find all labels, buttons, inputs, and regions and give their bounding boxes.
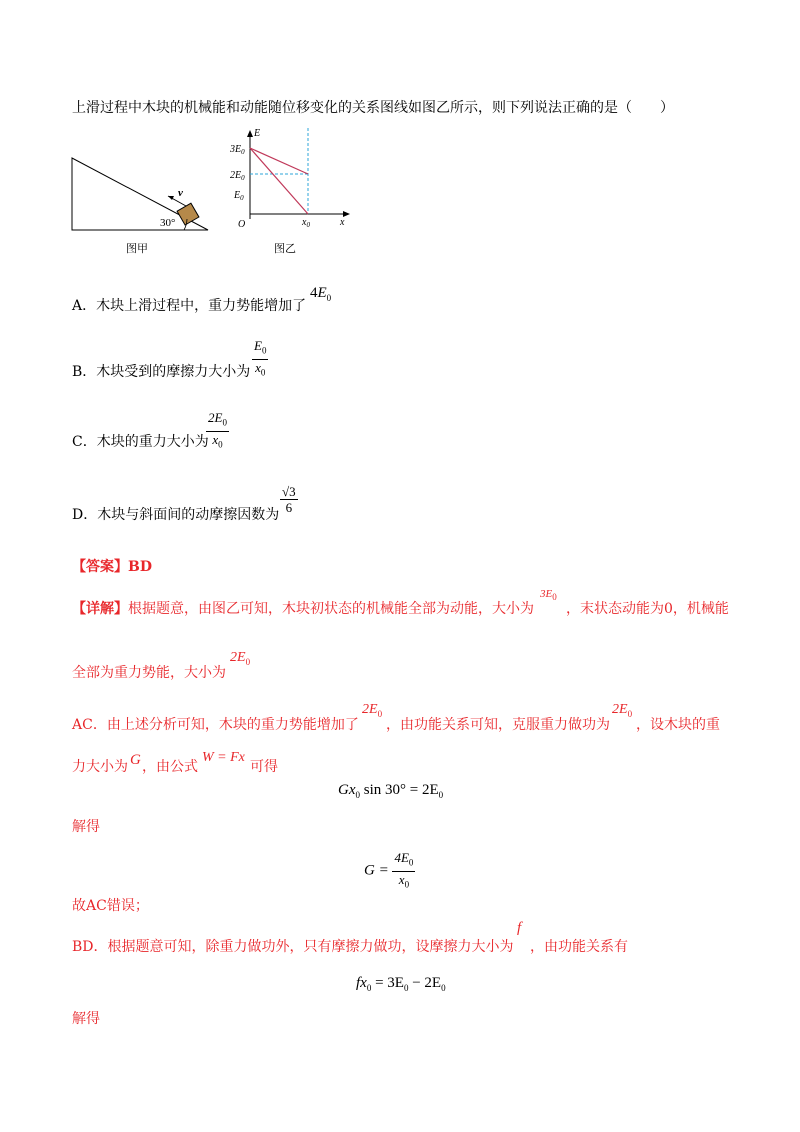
tick-E0: $E_0$: [234, 190, 244, 202]
jiede-2: 解得: [72, 1011, 100, 1027]
explanation-line-4: 力大小为: [72, 759, 128, 775]
tick-3E0: $3E_0$: [230, 144, 245, 156]
jiede-1: 解得: [72, 819, 100, 835]
figure-energy-graph: [228, 124, 358, 264]
expr-f: f: [517, 920, 522, 936]
explanation-line-5: BD．根据题意可知，除重力做功外，只有摩擦力做功，设摩擦力大小为: [72, 939, 514, 955]
question-stem: 上滑过程中木块的机械能和动能随位移变化的关系图线如图乙所示，则下列说法正确的是（ ）: [72, 100, 674, 116]
option-b-fraction: $\frac{E_0}{x_0}$: [254, 338, 267, 378]
explanation-line-2: 全部为重力势能，大小为: [72, 665, 226, 681]
expr-2E0-a: $2E_0$: [230, 650, 251, 667]
caption-jia: 图甲: [126, 243, 148, 255]
option-c-fraction: $\frac{2E_0}{x_0}$: [208, 410, 227, 450]
conclusion-ac: 故AC错误；: [72, 898, 149, 914]
velocity-label: v: [178, 187, 183, 199]
caption-yi: 图乙: [274, 243, 296, 255]
option-a-expr: $4E_0$: [310, 285, 332, 303]
equation-1: $Gx_0$ $\sin 30^\circ = 2E_0$: [338, 782, 444, 800]
option-d-fraction: $\frac{√3}{6}$: [282, 484, 296, 515]
mechanical-energy-line: [250, 148, 308, 174]
svg-text:O: O: [238, 219, 246, 230]
tick-2E0: $2E_0$: [230, 170, 245, 182]
explanation-line-1: 【详解】根据题意，由图乙可知，木块初状态的机械能全部为动能，大小为: [72, 601, 534, 617]
option-c: C．木块的重力大小为: [72, 434, 209, 450]
option-d: D．木块与斜面间的动摩擦因数为: [72, 507, 280, 523]
figure-incline: [66, 150, 226, 260]
kinetic-energy-line: [250, 148, 308, 214]
angle-label: 30°: [160, 217, 176, 229]
expr-W-Fx: W = Fx: [202, 750, 245, 765]
expr-G: G: [130, 752, 141, 768]
expr-2E0-b: $2E_0$: [362, 702, 383, 719]
wooden-block: [177, 203, 199, 225]
tick-x0: $x_0$: [302, 217, 310, 229]
equation-2: G = $\frac{4E_0}{x_0}$: [364, 850, 414, 890]
option-a: A．木块上滑过程中，重力势能增加了: [72, 298, 307, 314]
answer-label: 【答案】BD: [72, 559, 152, 575]
expr-3E0-a: $3E_0$: [540, 588, 557, 603]
option-b: B．木块受到的摩擦力大小为: [72, 364, 251, 380]
explanation-line-3: AC．由上述分析可知，木块的重力势能增加了: [72, 717, 359, 733]
expr-2E0-c: $2E_0$: [612, 702, 633, 719]
equation-3: $fx_0 = 3E_0 - 2E_0$: [356, 975, 446, 993]
svg-text:E: E: [254, 128, 261, 139]
svg-text:x: x: [340, 217, 345, 228]
